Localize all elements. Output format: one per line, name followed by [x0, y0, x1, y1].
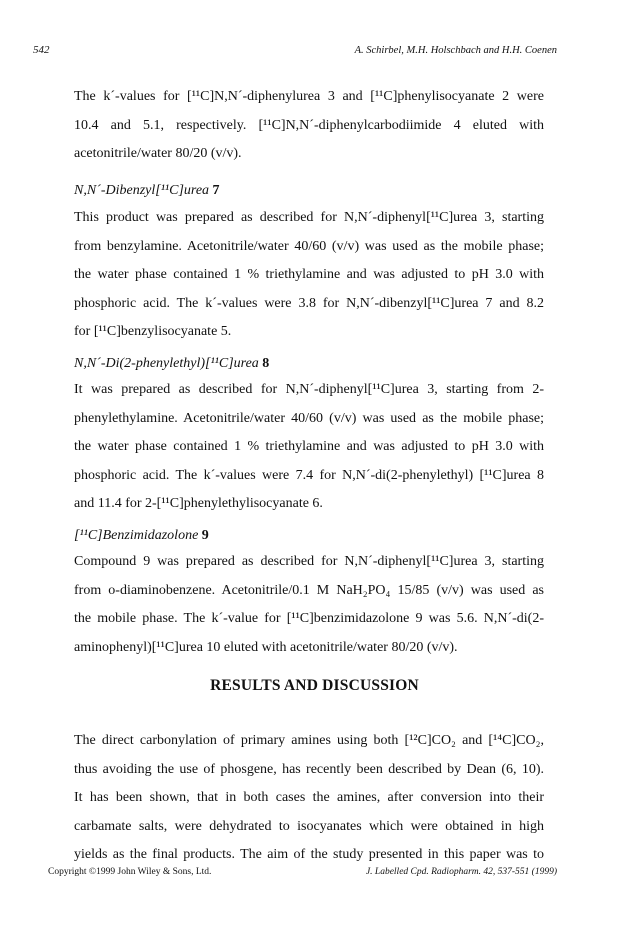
text-line: from benzylamine. Acetonitrile/water 40/60 (v/v) was used as the mobile phase;	[74, 238, 544, 254]
section-title: RESULTS AND DISCUSSION	[210, 677, 419, 694]
subheading-text: N,N´-Dibenzyl[¹¹C]urea	[74, 183, 210, 198]
text-line: phenylethylamine. Acetonitrile/water 40/60 (v/v) was used as the mobile phase;	[74, 410, 544, 426]
text-line: and 11.4 for 2-[¹¹C]phenylethylisocyanate 6.	[74, 496, 323, 512]
text-line: carbamate salts, were dehydrated to isocyanates which were obtained in high	[74, 818, 544, 834]
text-line: aminophenyl)[¹¹C]urea 10 eluted with acetonitrile/water 80/20 (v/v).	[74, 639, 458, 655]
subheading-benzimidazolone	[74, 528, 209, 544]
paragraph-results	[74, 727, 544, 870]
compound-number: 9	[201, 528, 209, 543]
paragraph-dibenzylurea	[74, 204, 544, 347]
text-line: The k´-values for [¹¹C]N,N´-diphenylurea 3 and [¹¹C]phenylisocyanate 2 were	[74, 89, 544, 104]
text-line: It has been shown, that in both cases the amines, after conversion into their	[74, 790, 544, 806]
text-line: yields as the final products. The aim of the study presented in this paper was to	[74, 847, 544, 863]
subheading-dibenzylurea	[74, 183, 220, 199]
subheading-text: [¹¹C]Benzimidazolone	[74, 528, 199, 543]
compound-number: 7	[212, 183, 220, 198]
footer-journal-citation: J. Labelled Cpd. Radiopharm. 42, 537-551 (1999)	[365, 867, 557, 877]
text-line: 10.4 and 5.1, respectively. [¹¹C]N,N´-diphenylcarbodiimide 4 eluted with	[74, 117, 544, 133]
paragraph-k-values-diphenylurea	[74, 83, 544, 169]
text-line: It was prepared as described for N,N´-diphenyl[¹¹C]urea 3, starting from 2-	[74, 382, 544, 397]
paragraph-diphenylethylurea	[74, 376, 544, 519]
text-line: the mobile phase. The k´-value for [¹¹C]benzimidazolone 9 was 5.6. N,N´-di(2-	[74, 611, 544, 627]
text-line: from o-diaminobenzene. Acetonitrile/0.1 M NaH₂PO₄ 15/85 (v/v) was used as	[74, 582, 544, 598]
text-line: phosphoric acid. The k´-values were 7.4 for N,N´-di(2-phenylethyl) [¹¹C]urea 8	[74, 467, 544, 483]
text-line: thus avoiding the use of phosgene, has recently been described by Dean (6, 10).	[74, 761, 544, 777]
running-header-authors: A. Schirbel, M.H. Holschbach and H.H. Coenen	[354, 45, 557, 56]
subheading-text: N,N´-Di(2-phenylethyl)[¹¹C]urea	[74, 356, 259, 371]
compound-number: 8	[262, 356, 270, 371]
text-line: This product was prepared as described for N,N´-diphenyl[¹¹C]urea 3, starting	[74, 210, 544, 225]
text-line: for [¹¹C]benzylisocyanate 5.	[74, 324, 232, 340]
paragraph-benzimidazolone	[74, 548, 544, 662]
text-line: phosphoric acid. The k´-values were 3.8 for N,N´-dibenzyl[¹¹C]urea 7 and 8.2	[74, 295, 544, 311]
text-line: the water phase contained 1 % triethylamine and was adjusted to pH 3.0 with	[74, 439, 544, 455]
page-number: 542	[33, 44, 50, 56]
text-line: Compound 9 was prepared as described for N,N´-diphenyl[¹¹C]urea 3, starting	[74, 554, 544, 569]
text-line: acetonitrile/water 80/20 (v/v).	[74, 146, 242, 162]
text-line: The direct carbonylation of primary amines using both [¹²C]CO₂ and [¹⁴C]CO₂,	[74, 733, 544, 748]
subheading-diphenylethylurea	[74, 356, 269, 372]
text-line: the water phase contained 1 % triethylamine and was adjusted to pH 3.0 with	[74, 267, 544, 283]
footer-copyright: Copyright ©1999 John Wiley & Sons, Ltd.	[48, 867, 212, 877]
